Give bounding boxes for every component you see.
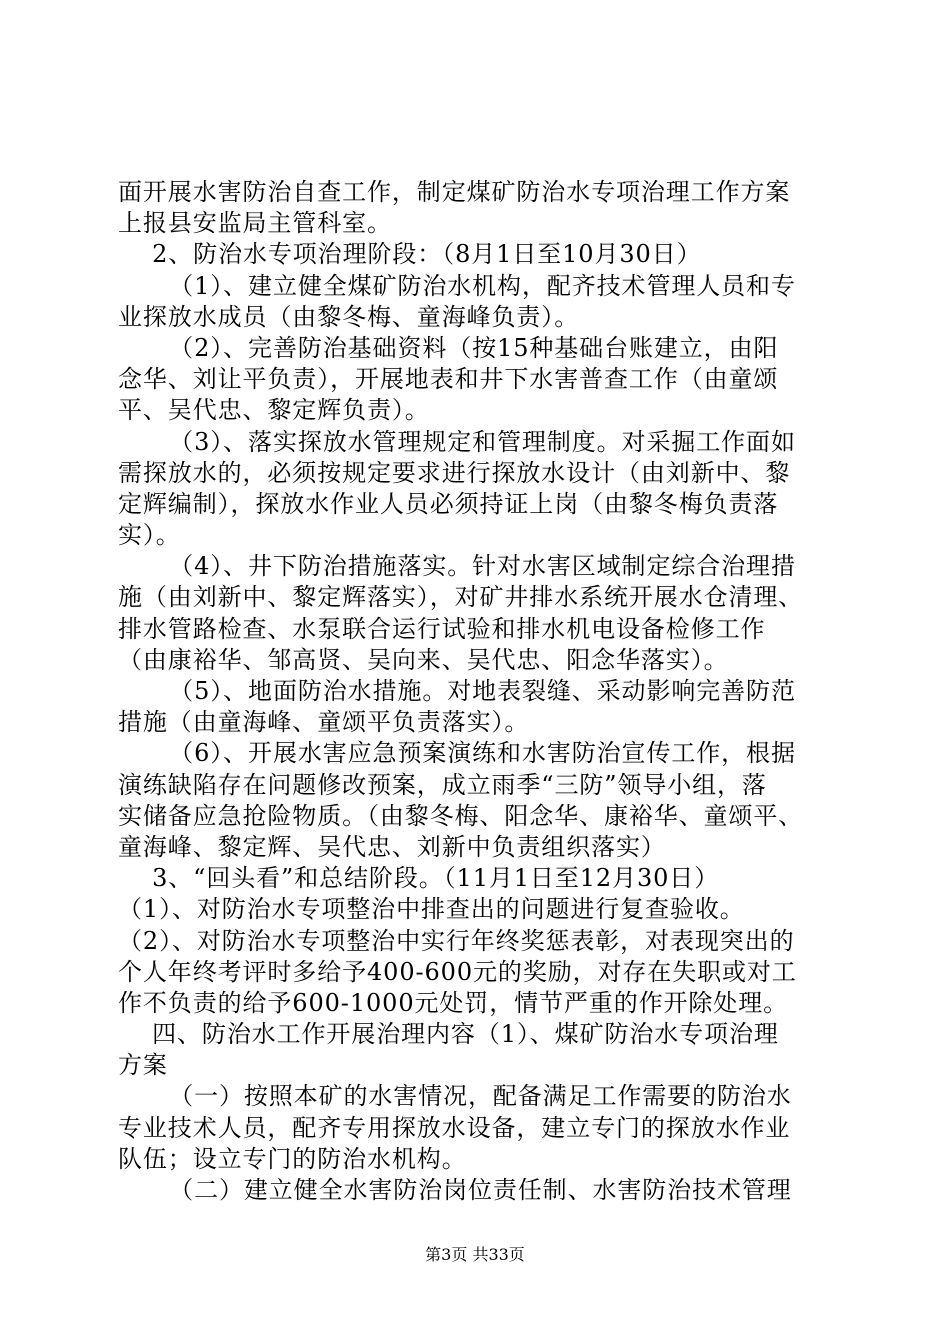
text-line: 定辉编制），探放水作业人员必须持证上岗（由黎冬梅负责落 — [118, 489, 779, 518]
text-line: 面开展水害防治自查工作，制定煤矿防治水专项治理工作方案 — [118, 178, 791, 206]
text-line: 业探放水成员（由黎冬梅、童海峰负责）。 — [118, 302, 580, 331]
text-line: 措施（由童海峰、童颂平负责落实）。 — [118, 708, 530, 737]
text-line: 实）。 — [118, 521, 181, 550]
text-line: （由康裕华、邹高贤、吴向来、吴代忠、阳念华落实）。 — [118, 645, 729, 674]
text-line: （1）、建立健全煤矿防治水机构，配齐技术管理人员和专 — [118, 271, 796, 300]
text-line: 四、防治水工作开展治理内容（1）、煤矿防治水专项治理 — [118, 1020, 779, 1049]
text-line: （1）、对防治水专项整治中排查出的问题进行复查验收。 — [118, 895, 745, 924]
text-line: （二）建立健全水害防治岗位责任制、水害防治技术管理 — [118, 1176, 792, 1204]
text-line: 排水管路检查、水泵联合运行试验和排水机电设备检修工作 — [118, 614, 766, 643]
document-body — [118, 177, 838, 1206]
text-line: 童海峰、黎定辉、吴代忠、刘新中负责组织落实） — [118, 832, 666, 861]
text-line: （2）、完善防治基础资料（按15种基础台账建立，由阳 — [118, 333, 779, 362]
text-line: 专业技术人员，配齐专用探放水设备，建立专门的探放水作业 — [118, 1113, 791, 1142]
text-line: 3、“回头看”和总结阶段。（11月1日至12月30日） — [118, 864, 720, 893]
text-line: 上报县安监局主管科室。 — [118, 209, 392, 238]
text-line: （3）、落实探放水管理规定和管理制度。对采掘工作面如 — [118, 427, 796, 456]
text-line: 作不负责的给予600-1000元处罚，情节严重的作开除处理。 — [118, 988, 788, 1017]
text-line: 平、吴代忠、黎定辉负责）。 — [118, 396, 430, 425]
text-line: 队伍；设立专门的防治水机构。 — [118, 1144, 467, 1173]
text-line: 演练缺陷存在问题修改预案，成立雨季“三防”领导小组，落 — [118, 770, 767, 799]
text-line: （5）、地面防治水措施。对地表裂缝、采动影响完善防范 — [118, 677, 796, 705]
text-line: （2）、对防治水专项整治中实行年终奖惩表彰，对表现突出的 — [118, 926, 795, 955]
text-line: 个人年终考评时多给予400-600元的奖励，对存在失职或对工 — [118, 957, 797, 986]
text-line: （一）按照本矿的水害情况，配备满足工作需要的防治水 — [118, 1082, 792, 1111]
text-line: （6）、开展水害应急预案演练和水害防治宣传工作，根据 — [118, 739, 796, 768]
page-footer: 第3页 共33页 — [425, 1245, 525, 1264]
text-line: 念华、刘让平负责），开展地表和井下水害普查工作（由童颂 — [118, 365, 779, 394]
text-line: 实储备应急抢险物质。（由黎冬梅、阳念华、康裕华、童颂平、 — [118, 801, 804, 830]
text-line: 2、防治水专项治理阶段：（8月1日至10月30日） — [118, 240, 702, 269]
text-line: （4）、井下防治措施落实。针对水害区域制定综合治理措 — [118, 552, 796, 581]
text-line: 方案 — [118, 1051, 168, 1080]
text-line: 施（由刘新中、黎定辉落实），对矿井排水系统开展水仓清理、 — [118, 583, 804, 612]
text-line: 需探放水的，必须按规定要求进行探放水设计（由刘新中、黎 — [118, 458, 791, 487]
